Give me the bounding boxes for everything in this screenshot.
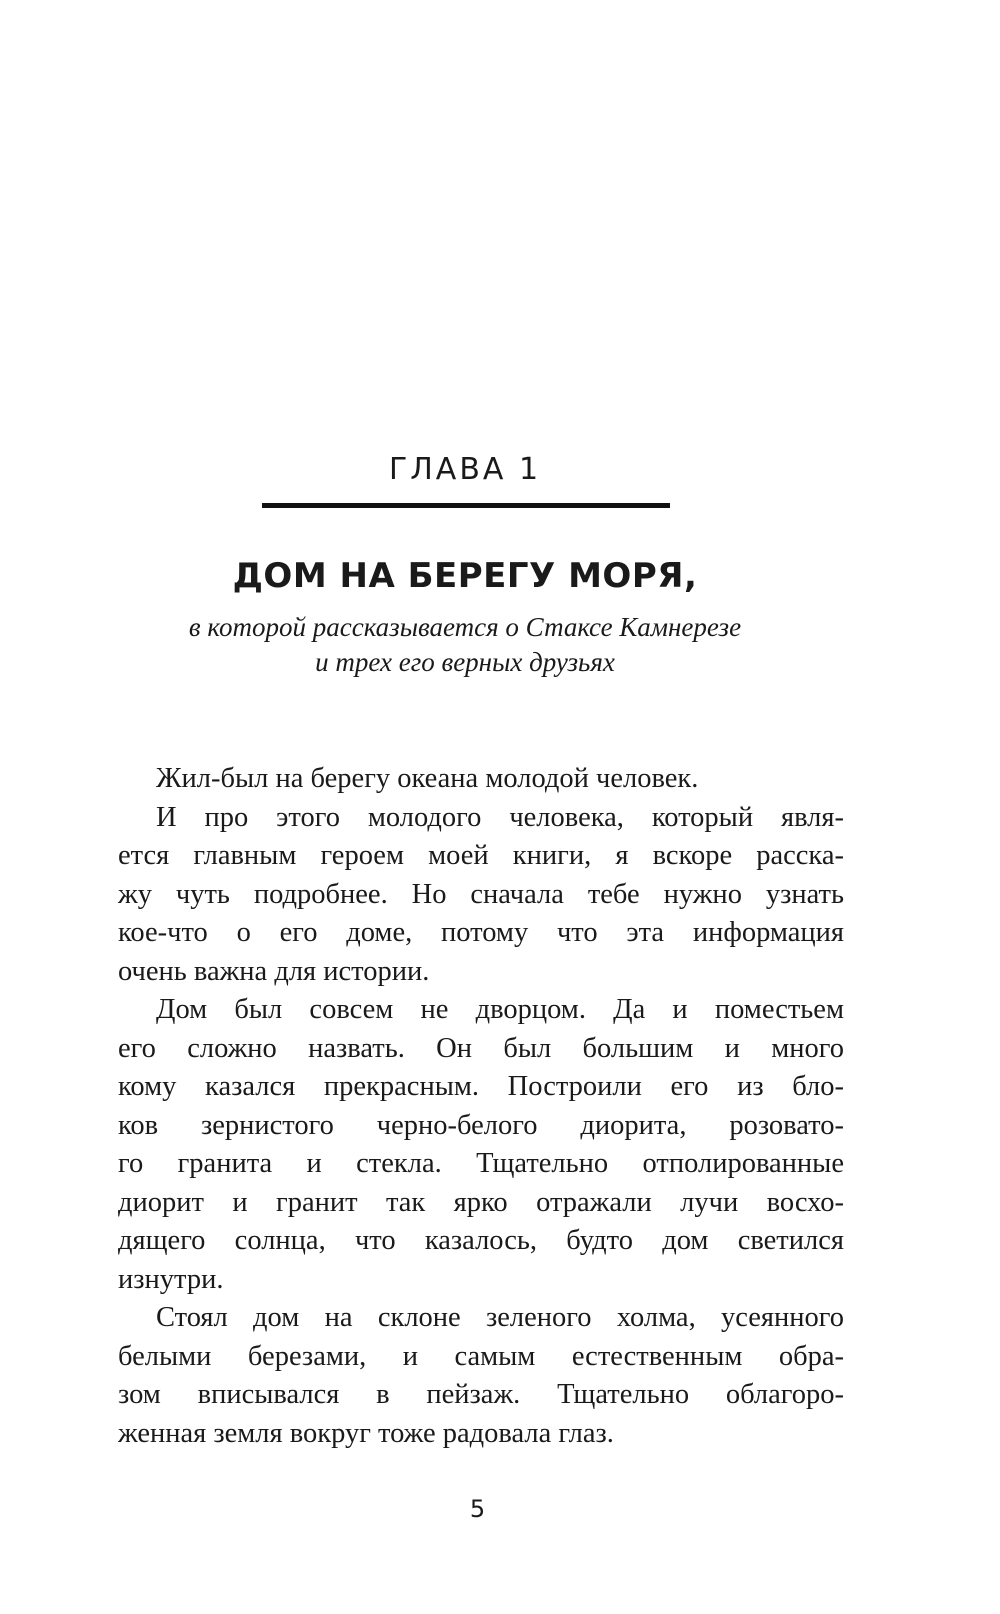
text-line: кому казался прекрасным. Построили его из бло- bbox=[118, 1071, 844, 1102]
chapter-label: ГЛАВА 1 bbox=[388, 452, 542, 487]
chapter-body bbox=[118, 760, 844, 1453]
text-line: диорит и гранит так ярко отражали лучи восхо- bbox=[118, 1186, 844, 1218]
text-line: женная земля вокруг тоже радовала глаз. bbox=[118, 1417, 614, 1449]
chapter-divider bbox=[262, 503, 670, 508]
chapter-subtitle-line: и трех его верных друзьях bbox=[315, 647, 615, 677]
text-line: его сложно назвать. Он был большим и много bbox=[118, 1032, 844, 1064]
text-line: Дом был совсем не дворцом. Да и поместьем bbox=[156, 994, 844, 1025]
text-line: Жил-был на берегу океана молодой человек. bbox=[156, 763, 699, 794]
chapter-subtitle-line: в которой рассказывается о Стаксе Камнерезе bbox=[188, 612, 742, 642]
text-line: изнутри. bbox=[118, 1263, 224, 1295]
text-line: жу чуть подробнее. Но сначала тебе нужно узнать bbox=[118, 878, 844, 910]
chapter-subtitle bbox=[0, 610, 930, 680]
text-line: дящего солнца, что казалось, будто дом светился bbox=[118, 1225, 844, 1256]
chapter-title: ДОМ НА БЕРЕГУ МОРЯ, bbox=[232, 556, 698, 596]
paragraph bbox=[118, 760, 844, 799]
paragraph bbox=[118, 799, 844, 992]
paragraph bbox=[118, 991, 844, 1299]
text-line: ется главным героем моей книги, я вскоре расска- bbox=[118, 840, 844, 871]
text-line: кое-что о его доме, потому что эта информация bbox=[118, 917, 844, 948]
text-line: ков зернистого черно-белого диорита, розовато- bbox=[118, 1109, 844, 1141]
page-number: 5 bbox=[469, 1495, 486, 1523]
paragraph bbox=[118, 1299, 844, 1453]
text-line: очень важна для истории. bbox=[118, 955, 430, 987]
text-line: белыми березами, и самым естественным обра- bbox=[118, 1340, 844, 1372]
text-line: Стоял дом на склоне зеленого холма, усеянного bbox=[156, 1302, 844, 1333]
text-line: зом вписывался в пейзаж. Тщательно облагоро- bbox=[118, 1379, 844, 1410]
text-line: И про этого молодого человека, который явля- bbox=[156, 801, 844, 833]
text-line: го гранита и стекла. Тщательно отполированные bbox=[118, 1148, 844, 1179]
